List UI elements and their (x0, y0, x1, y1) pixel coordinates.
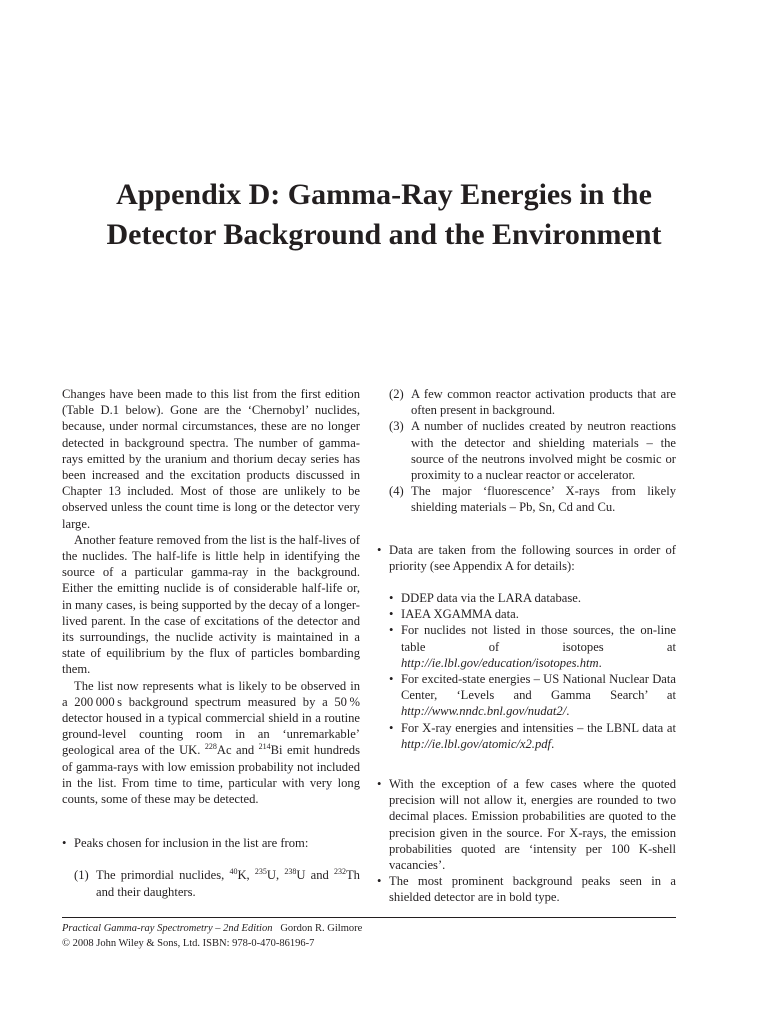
page-title (40, 175, 728, 255)
lbnl-link[interactable]: http://ie.lbl.gov/atomic/x2.pdf (401, 736, 552, 751)
source-list-continued (377, 386, 676, 516)
bullet-bold-peaks: • The most prominent background peaks seen in a shielded detector are in bold type. (377, 874, 676, 905)
bullet-dot: • (389, 591, 394, 606)
bullet-dot: • (377, 777, 382, 792)
bullet-rounding: • With the exception of a few cases where the quoted precision will not allow it, energies are rounded to two decimal places. Emission probabilities are quoted to the precision given in the source. For X-rays, the emission probabilities quoted are ‘intensity per 100 K-shell vacancies’. (377, 777, 676, 873)
intro-paragraph: Changes have been made to this list from the first edition (Table D.1 below). Gone are the ‘Chernobyl’ nuclides, because, under normal circumstances, these are no longer detected in background spectra. The number of gamma-rays emitted by the uranium and thorium decay series has been increased and the excitation products discussed in Chapter 13 included. Most of those are unlikely to be observed unless the count time is long or the detector very large. (62, 387, 360, 531)
bullet-peaks-chosen: • Peaks chosen for inclusion in the list are from: (62, 836, 309, 851)
bullet-dot: • (377, 542, 382, 557)
half-life-paragraph: Another feature removed from the list is the half-lives of the nuclides. The half-life is little help in identifying the source of a particular gamma-ray in the background. Either the emitting nuclide is of considerable half-life or, in many cases, is being supported by the decay of a longer-lived parent. In the case of excitations of the detector and its surroundings, the nuclide activity is maintained in a state of equilibrium by the flux of particles bombarding them. (62, 532, 360, 677)
page-footer (62, 921, 362, 951)
data-source-ddep: • DDEP data via the LARA database. (389, 591, 581, 606)
bullet-dot: • (389, 720, 394, 735)
isotopes-link[interactable]: http://ie.lbl.gov/education/isotopes.htm (401, 655, 599, 670)
bullet-dot: • (389, 672, 394, 687)
bullet-dot: • (389, 607, 394, 622)
book-author: Gordon R. Gilmore (280, 923, 363, 934)
footer-copyright: © 2008 John Wiley & Sons, Ltd. ISBN: 978-0-470-86196-7 (62, 938, 315, 949)
footer-divider (62, 917, 676, 918)
source-list (62, 867, 360, 899)
ac228-mass-number: 228 (204, 742, 217, 752)
nndc-link[interactable]: http://www.nndc.bnl.gov/nudat2/ (401, 704, 567, 719)
source-item-1: (1) The primordial nuclides, $^{40}$K, $^{235}$U, $^{238}$U and $^{232}$Th and their daughters. (74, 867, 360, 899)
data-source-iaea: • IAEA XGAMMA data. (389, 607, 519, 622)
bullet-dot: • (377, 874, 382, 889)
left-column (62, 386, 360, 900)
list-scope-paragraph: The list now represents what is likely to be observed in a 200 000 s background spectrum measured by a 50 % detector housed in a typical commercial shield in a routine ground-level counting room in an ‘unremarkable’ geological area of the UK. $^{228}$Ac and $^{214}$Bi emit hundreds of gamma-rays with low emission probability not included in the list. From time to time, particular with very long counts, some of these may be detected. (62, 678, 360, 807)
data-source-list (377, 590, 676, 752)
bullet-dot: • (62, 836, 67, 851)
data-source-nndc: • For excited-state energies – US National Nuclear Data Center, ‘Levels and Gamma Search’ at http://www.nndc.bnl.gov/nudat2/. (389, 672, 676, 719)
bi214-mass-number: 214 (258, 742, 271, 752)
title-line-2: Detector Background and the Environment (106, 218, 662, 251)
footer-citation (62, 921, 362, 936)
source-item-2: (2) A few common reactor activation products that are often present in background. (389, 387, 676, 418)
source-item-3: (3) A number of nuclides created by neutron reactions with the detector and shielding materials – the source of the neutrons involved might be cosmic or proximity to a nuclear reactor or accelerator. (389, 419, 676, 483)
data-source-isotopes: • For nuclides not listed in those sources, the on-line table of isotopes at http://ie.lbl.gov/education/isotopes.htm. (389, 623, 676, 670)
source-item-4: (4) The major ‘fluorescence’ X-rays from likely shielding materials – Pb, Sn, Cd and Cu. (389, 484, 676, 515)
data-source-lbnl: • For X-ray energies and intensities – the LBNL data at http://ie.lbl.gov/atomic/x2.pdf. (389, 720, 676, 751)
bullet-data-sources: • Data are taken from the following sources in order of priority (see Appendix A for details): (377, 542, 676, 573)
right-column (377, 386, 676, 906)
title-line-1: Appendix D: Gamma-Ray Energies in the (116, 178, 652, 211)
bullet-dot: • (389, 623, 394, 638)
book-title: Practical Gamma-ray Spectrometry – 2nd Edition (62, 923, 273, 934)
